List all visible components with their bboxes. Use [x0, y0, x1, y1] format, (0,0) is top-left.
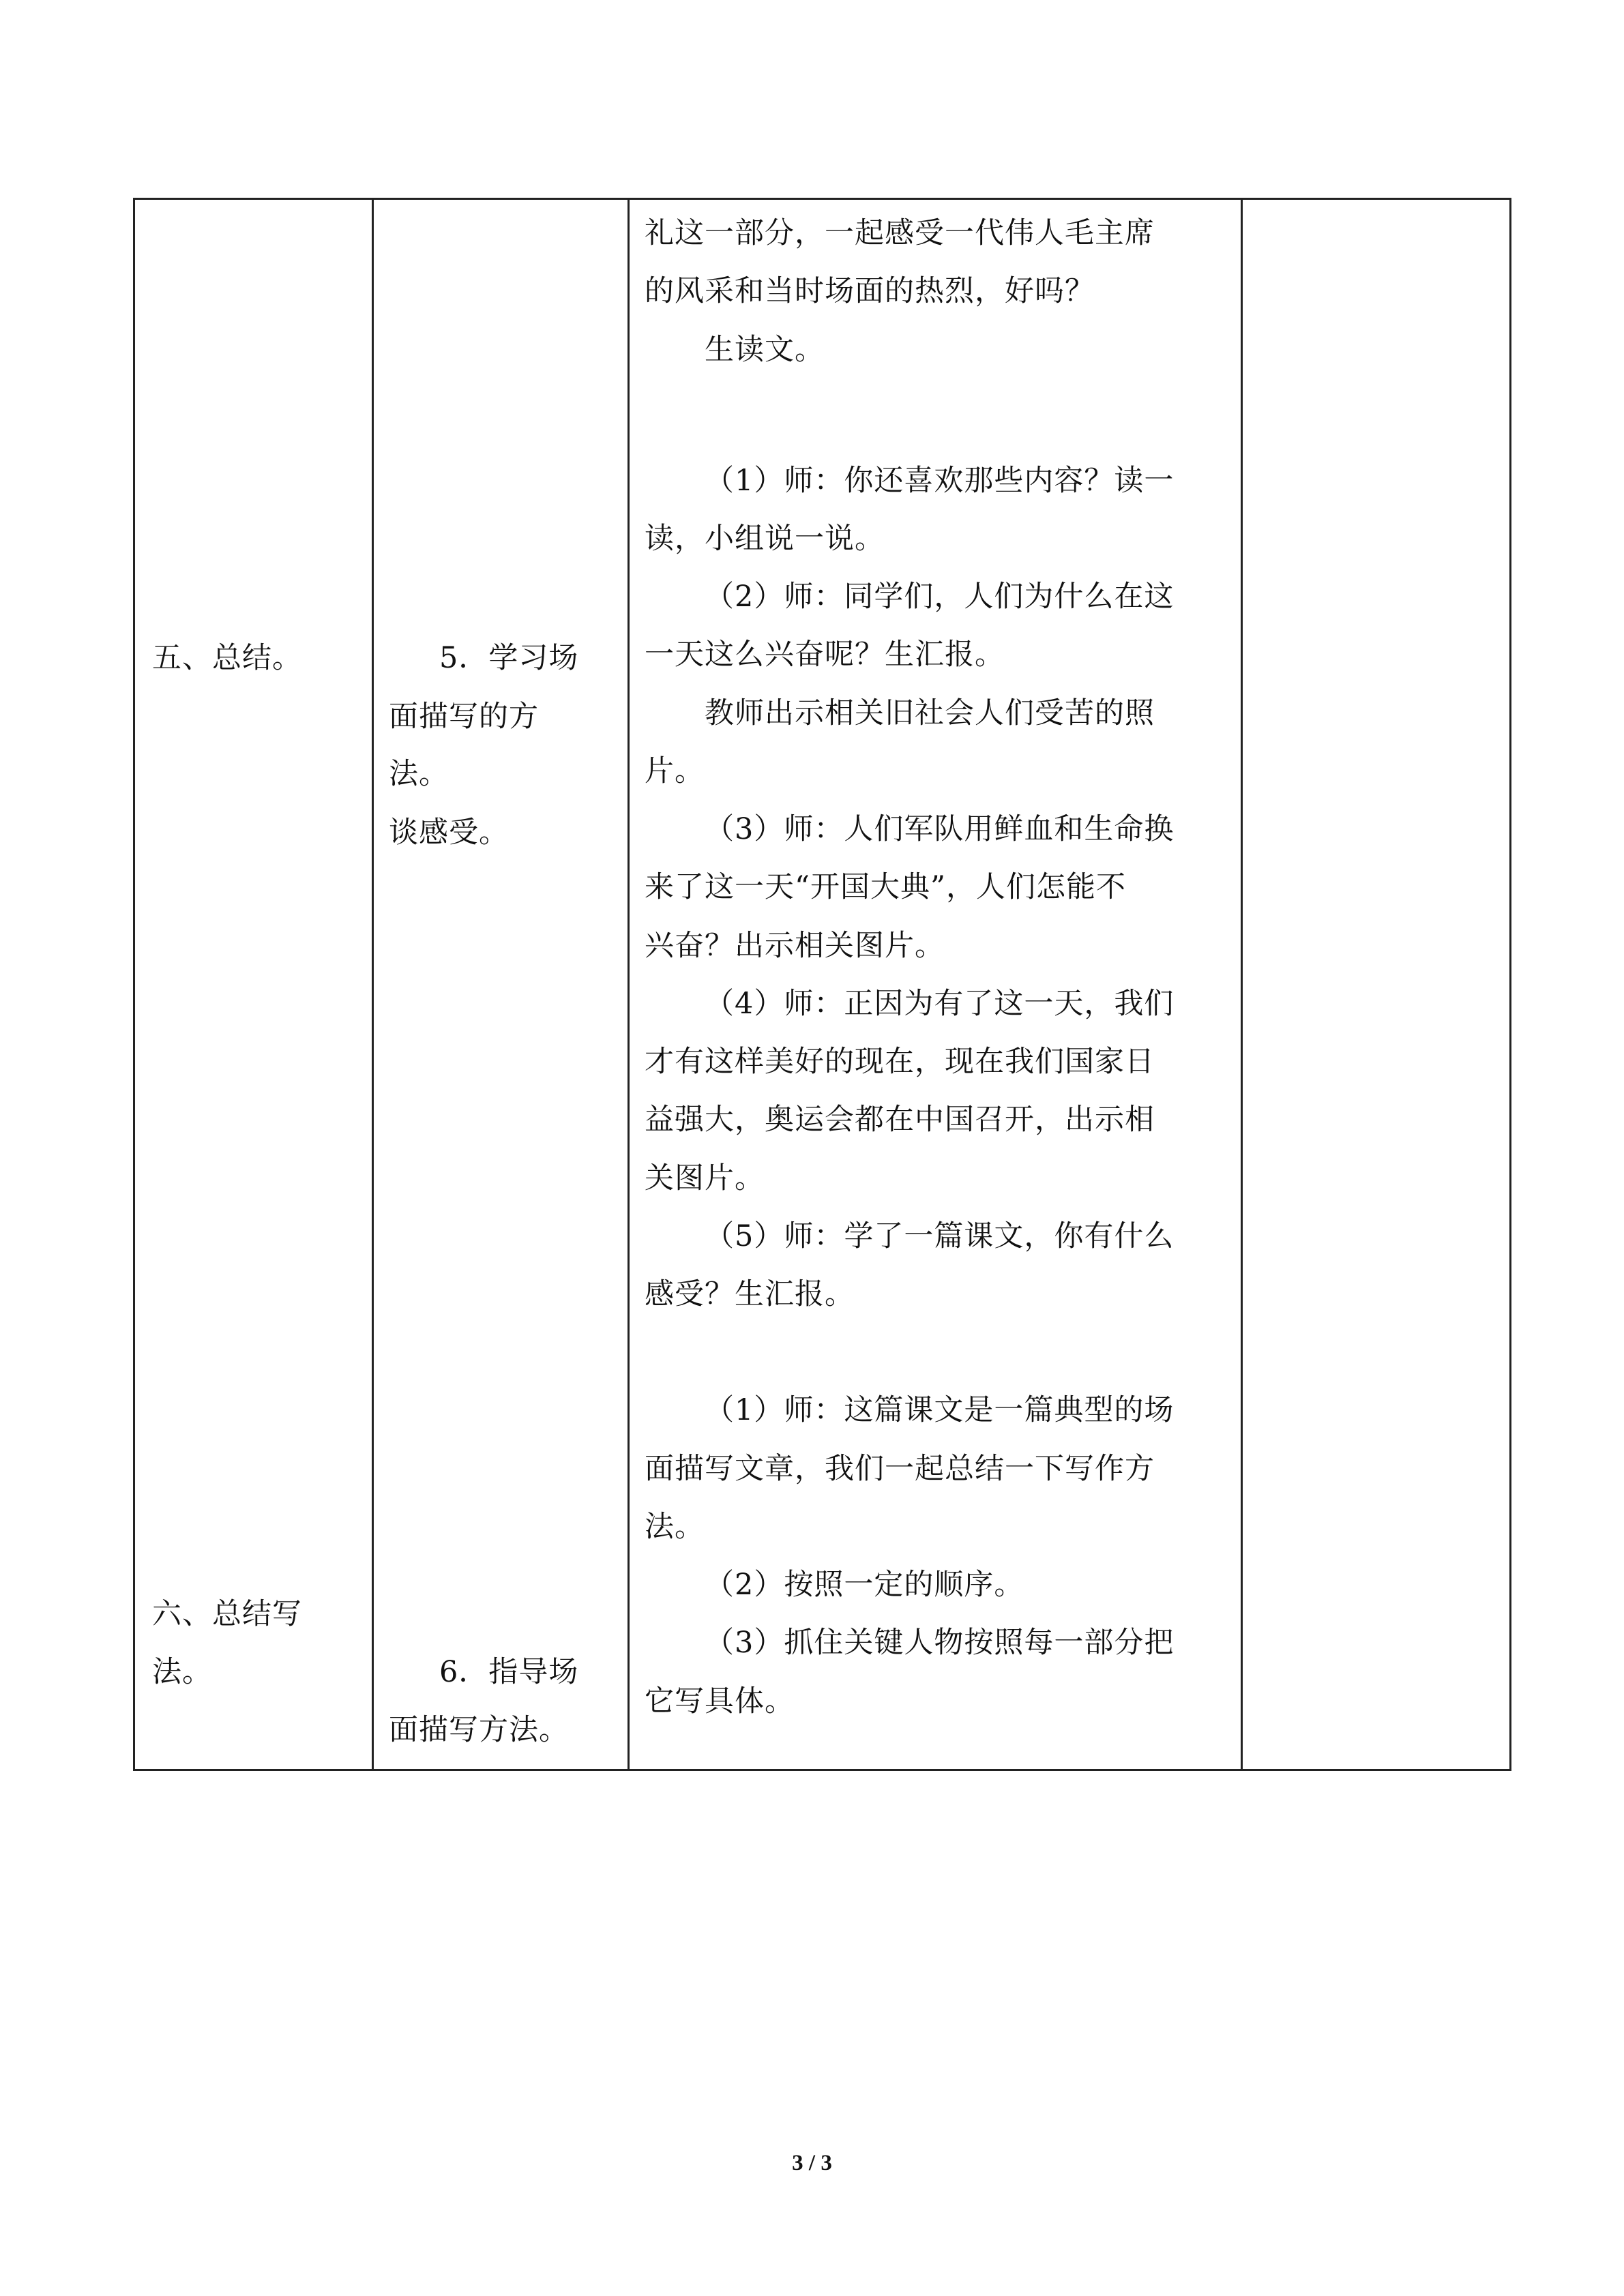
process-line: 关图片。 — [645, 1161, 765, 1195]
table-row — [134, 199, 1511, 1770]
page-number: 3 / 3 — [792, 2151, 832, 2175]
process-line: （2）师：同学们，人们为什么在这 — [705, 580, 1175, 614]
process-line: 生读文。 — [705, 333, 825, 367]
lesson-plan-table — [133, 198, 1511, 1771]
process-line: 才有这样美好的现在，现在我们国家日 — [645, 1045, 1155, 1079]
process-line: 来了这一天“开国大典”，人们怎能不 — [645, 870, 1126, 904]
teaching-process-cell — [629, 199, 1242, 1770]
process-line: （5）师：学了一篇课文，你有什么 — [705, 1219, 1175, 1253]
summary-heading: 五、总结。 — [152, 641, 302, 675]
step6-line2: 面描写方法。 — [389, 1713, 569, 1747]
process-line: 礼这一部分，一起感受一代伟人毛主席 — [645, 216, 1155, 250]
process-line: 它写具体。 — [645, 1684, 795, 1718]
process-line: 片。 — [645, 754, 705, 788]
notes-cell — [1242, 199, 1511, 1770]
process-line: （1）师：你还喜欢那些内容？读一 — [705, 464, 1175, 498]
step5-line1: 5．学习场 — [439, 641, 579, 675]
step6-line1: 6．指导场 — [439, 1655, 579, 1689]
process-line: 读，小组说一说。 — [645, 522, 885, 556]
process-line: 益强大，奥运会都在中国召开，出示相 — [645, 1103, 1155, 1137]
process-line: （1）师：这篇课文是一篇典型的场 — [705, 1393, 1175, 1427]
step5-line4: 谈感受。 — [389, 816, 509, 850]
process-line: （2）按照一定的顺序。 — [705, 1568, 1024, 1602]
process-line: （3）抓住关键人物按照每一部分把 — [705, 1626, 1175, 1660]
process-line: 面描写文章，我们一起总结一下写作方 — [645, 1452, 1155, 1486]
objective-cell — [373, 199, 629, 1770]
process-line: 法。 — [645, 1510, 705, 1544]
writing-summary-heading-line2: 法。 — [152, 1655, 212, 1689]
process-line: 教师出示相关旧社会人们受苦的照 — [705, 696, 1155, 730]
process-line: 兴奋？出示相关图片。 — [645, 929, 945, 963]
writing-summary-heading-line1: 六、总结写 — [152, 1597, 302, 1631]
step5-line2: 面描写的方 — [389, 700, 539, 734]
process-line: 的风采和当时场面的热烈，好吗？ — [645, 274, 1095, 308]
process-line: （4）师：正因为有了这一天，我们 — [705, 987, 1175, 1021]
step5-line3: 法。 — [389, 757, 449, 791]
activity-stage-cell — [134, 199, 373, 1770]
process-line: 感受？生汇报。 — [645, 1277, 855, 1311]
process-line: （3）师：人们军队用鲜血和生命换 — [705, 812, 1175, 846]
process-line: 一天这么兴奋呢？生汇报。 — [645, 638, 1005, 672]
